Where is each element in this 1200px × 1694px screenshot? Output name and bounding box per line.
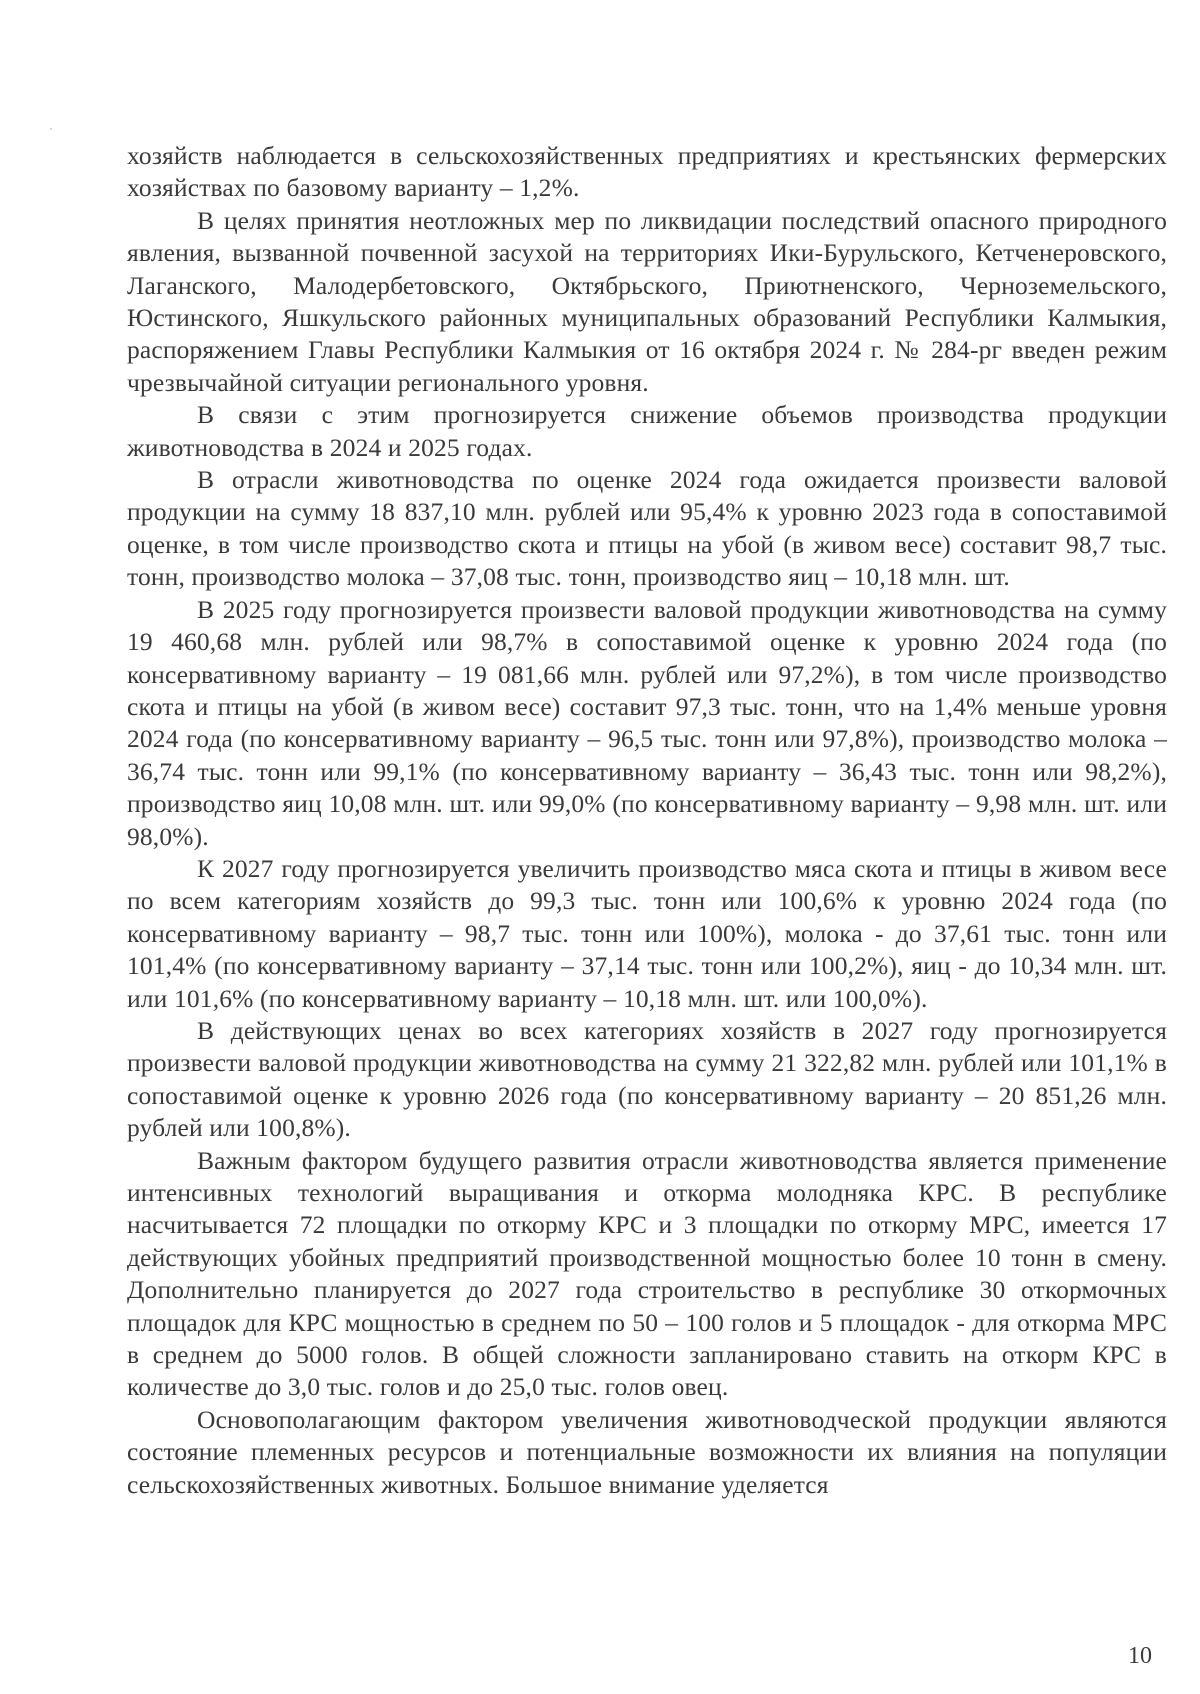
paragraph-6: К 2027 году прогнозируется увеличить производство мяса скота и птицы в живом весе по всем категориям хозяйств до 99,3 тыс. тонн или 100,6% к уровню 2024 года (по консервативному варианту – 98,7 тыс. тонн или 100%), молока - до 37,61 тыс. тонн или 101,4% (по консервативному варианту – 37,14 тыс. тонн или 100,2%), яиц - до 10,34 млн. шт. или 101,6% (по консервативному варианту – 10,18 млн. шт. или 100,0%).	[127, 853, 1167, 1013]
scan-artifact	[50, 128, 52, 130]
page-number: 10	[1128, 1643, 1152, 1669]
paragraph-8: Важным фактором будущего развития отрасли животноводства является применение интенсивных технологий выращивания и откорма молодняка КРС. В республике насчитывается 72 площадки по откорму КРС и 3 площадки по откорму МРС, имеется 17 действующих убойных предприятий производственной мощностью более 10 тонн в смену. Дополнительно планируется до 2027 года строительство в республике 30 откормочных площадок для КРС мощностью в среднем по 50 – 100 голов и 5 площадок - для откорма МРС в среднем до 5000 голов. В общей сложности запланировано ставить на откорм КРС в количестве до 3,0 тыс. голов и до 25,0 тыс. голов овец.	[127, 1145, 1167, 1402]
paragraph-3: В связи с этим прогнозируется снижение объемов производства продукции животноводства в 2024 и 2025 годах.	[127, 400, 1167, 462]
paragraph-7: В действующих ценах во всех категориях хозяйств в 2027 году прогнозируется произвести валовой продукции животноводства на сумму 21 322,82 млн. рублей или 101,1% в сопоставимой оценке к уровню 2026 года (по консервативному варианту – 20 851,26 млн. рублей или 100,8%).	[127, 1015, 1167, 1143]
paragraph-5: В 2025 году прогнозируется произвести валовой продукции животноводства на сумму 19 460,68 млн. рублей или 98,7% в сопоставимой оценке к уровню 2024 года (по консервативному варианту – 19 081,66 млн. рублей или 97,2%), в том числе производство скота и птицы на убой (в живом весе) составит 97,3 тыс. тонн, что на 1,4% меньше уровня 2024 года (по консервативному варианту – 96,5 тыс. тонн или 97,8%), производство молока – 36,74 тыс. тонн или 99,1% (по консервативному варианту – 36,43 тыс. тонн или 98,2%), производство яиц 10,08 млн. шт. или 99,0% (по консервативному варианту – 9,98 млн. шт. или 98,0%).	[127, 594, 1167, 851]
paragraph-2: В целях принятия неотложных мер по ликвидации последствий опасного природного явления, вызванной почвенной засухой на территориях Ики-Бурульского, Кетченеровского, Лаганского, Малодербетовского, Октябрьского, Приютненского, Черноземельского, Юстинского, Яшкульского районных муниципальных образований Республики Калмыкия, распоряжением Главы Республики Калмыкия от 16 октября 2024 г. № 284-рг введен режим чрезвычайной ситуации регионального уровня.	[127, 205, 1167, 397]
paragraph-1: хозяйств наблюдается в сельскохозяйственных предприятиях и крестьянских фермерских хозяйствах по базовому варианту – 1,2%.	[127, 141, 1167, 203]
paragraph-4: В отрасли животноводства по оценке 2024 года ожидается произвести валовой продукции на сумму 18 837,10 млн. рублей или 95,4% к уровню 2023 года в сопоставимой оценке, в том числе производство скота и птицы на убой (в живом весе) составит 98,7 тыс. тонн, производство молока – 37,08 тыс. тонн, производство яиц – 10,18 млн. шт.	[127, 465, 1167, 592]
document-body	[127, 140, 1167, 1501]
paragraph-9: Основополагающим фактором увеличения животноводческой продукции являются состояние племенных ресурсов и потенциальные возможности их влияния на популяции сельскохозяйственных животных. Большое внимание уделяется	[127, 1404, 1167, 1499]
